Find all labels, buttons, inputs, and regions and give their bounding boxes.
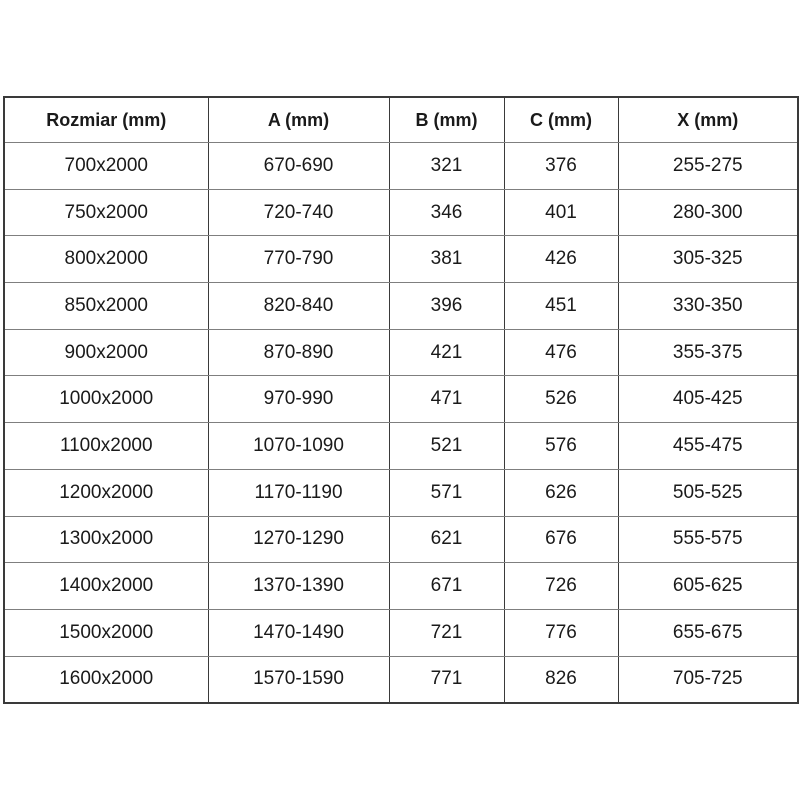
size-dimensions-table <box>3 96 799 704</box>
cell-c: 401 <box>504 189 618 236</box>
cell-c: 576 <box>504 423 618 470</box>
cell-rozmiar: 900x2000 <box>4 329 208 376</box>
cell-c: 826 <box>504 656 618 703</box>
cell-b: 671 <box>389 563 504 610</box>
cell-b: 346 <box>389 189 504 236</box>
cell-c: 726 <box>504 563 618 610</box>
cell-c: 776 <box>504 609 618 656</box>
cell-a: 1270-1290 <box>208 516 389 563</box>
table-row <box>4 609 798 656</box>
column-header-rozmiar: Rozmiar (mm) <box>4 97 208 143</box>
cell-x: 655-675 <box>618 609 798 656</box>
cell-b: 421 <box>389 329 504 376</box>
cell-rozmiar: 800x2000 <box>4 236 208 283</box>
cell-b: 471 <box>389 376 504 423</box>
table-header <box>4 97 798 143</box>
table-row <box>4 423 798 470</box>
cell-x: 555-575 <box>618 516 798 563</box>
table-row <box>4 656 798 703</box>
cell-c: 676 <box>504 516 618 563</box>
cell-a: 670-690 <box>208 143 389 190</box>
cell-rozmiar: 1600x2000 <box>4 656 208 703</box>
cell-b: 521 <box>389 423 504 470</box>
cell-a: 720-740 <box>208 189 389 236</box>
column-header-c: C (mm) <box>504 97 618 143</box>
cell-x: 455-475 <box>618 423 798 470</box>
cell-a: 970-990 <box>208 376 389 423</box>
cell-rozmiar: 750x2000 <box>4 189 208 236</box>
table-row <box>4 143 798 190</box>
cell-a: 1370-1390 <box>208 563 389 610</box>
cell-x: 405-425 <box>618 376 798 423</box>
cell-b: 571 <box>389 469 504 516</box>
table-row <box>4 516 798 563</box>
cell-c: 376 <box>504 143 618 190</box>
cell-a: 1570-1590 <box>208 656 389 703</box>
cell-a: 1170-1190 <box>208 469 389 516</box>
cell-x: 305-325 <box>618 236 798 283</box>
table-row <box>4 329 798 376</box>
cell-c: 426 <box>504 236 618 283</box>
cell-rozmiar: 1300x2000 <box>4 516 208 563</box>
cell-a: 770-790 <box>208 236 389 283</box>
cell-c: 526 <box>504 376 618 423</box>
cell-a: 820-840 <box>208 283 389 330</box>
cell-b: 381 <box>389 236 504 283</box>
cell-a: 870-890 <box>208 329 389 376</box>
cell-x: 330-350 <box>618 283 798 330</box>
cell-b: 721 <box>389 609 504 656</box>
cell-rozmiar: 700x2000 <box>4 143 208 190</box>
column-header-x: X (mm) <box>618 97 798 143</box>
table-row <box>4 563 798 610</box>
cell-x: 355-375 <box>618 329 798 376</box>
cell-x: 280-300 <box>618 189 798 236</box>
column-header-b: B (mm) <box>389 97 504 143</box>
table-row <box>4 469 798 516</box>
table-body <box>4 143 798 704</box>
cell-c: 451 <box>504 283 618 330</box>
cell-x: 705-725 <box>618 656 798 703</box>
cell-c: 626 <box>504 469 618 516</box>
cell-x: 505-525 <box>618 469 798 516</box>
table-row <box>4 189 798 236</box>
column-header-a: A (mm) <box>208 97 389 143</box>
cell-b: 396 <box>389 283 504 330</box>
table-row <box>4 236 798 283</box>
table-row <box>4 283 798 330</box>
cell-b: 321 <box>389 143 504 190</box>
cell-rozmiar: 1500x2000 <box>4 609 208 656</box>
cell-c: 476 <box>504 329 618 376</box>
cell-rozmiar: 850x2000 <box>4 283 208 330</box>
cell-rozmiar: 1000x2000 <box>4 376 208 423</box>
cell-b: 771 <box>389 656 504 703</box>
cell-a: 1070-1090 <box>208 423 389 470</box>
cell-rozmiar: 1100x2000 <box>4 423 208 470</box>
cell-a: 1470-1490 <box>208 609 389 656</box>
cell-rozmiar: 1200x2000 <box>4 469 208 516</box>
cell-x: 255-275 <box>618 143 798 190</box>
cell-x: 605-625 <box>618 563 798 610</box>
cell-rozmiar: 1400x2000 <box>4 563 208 610</box>
table-row <box>4 376 798 423</box>
cell-b: 621 <box>389 516 504 563</box>
header-row <box>4 97 798 143</box>
